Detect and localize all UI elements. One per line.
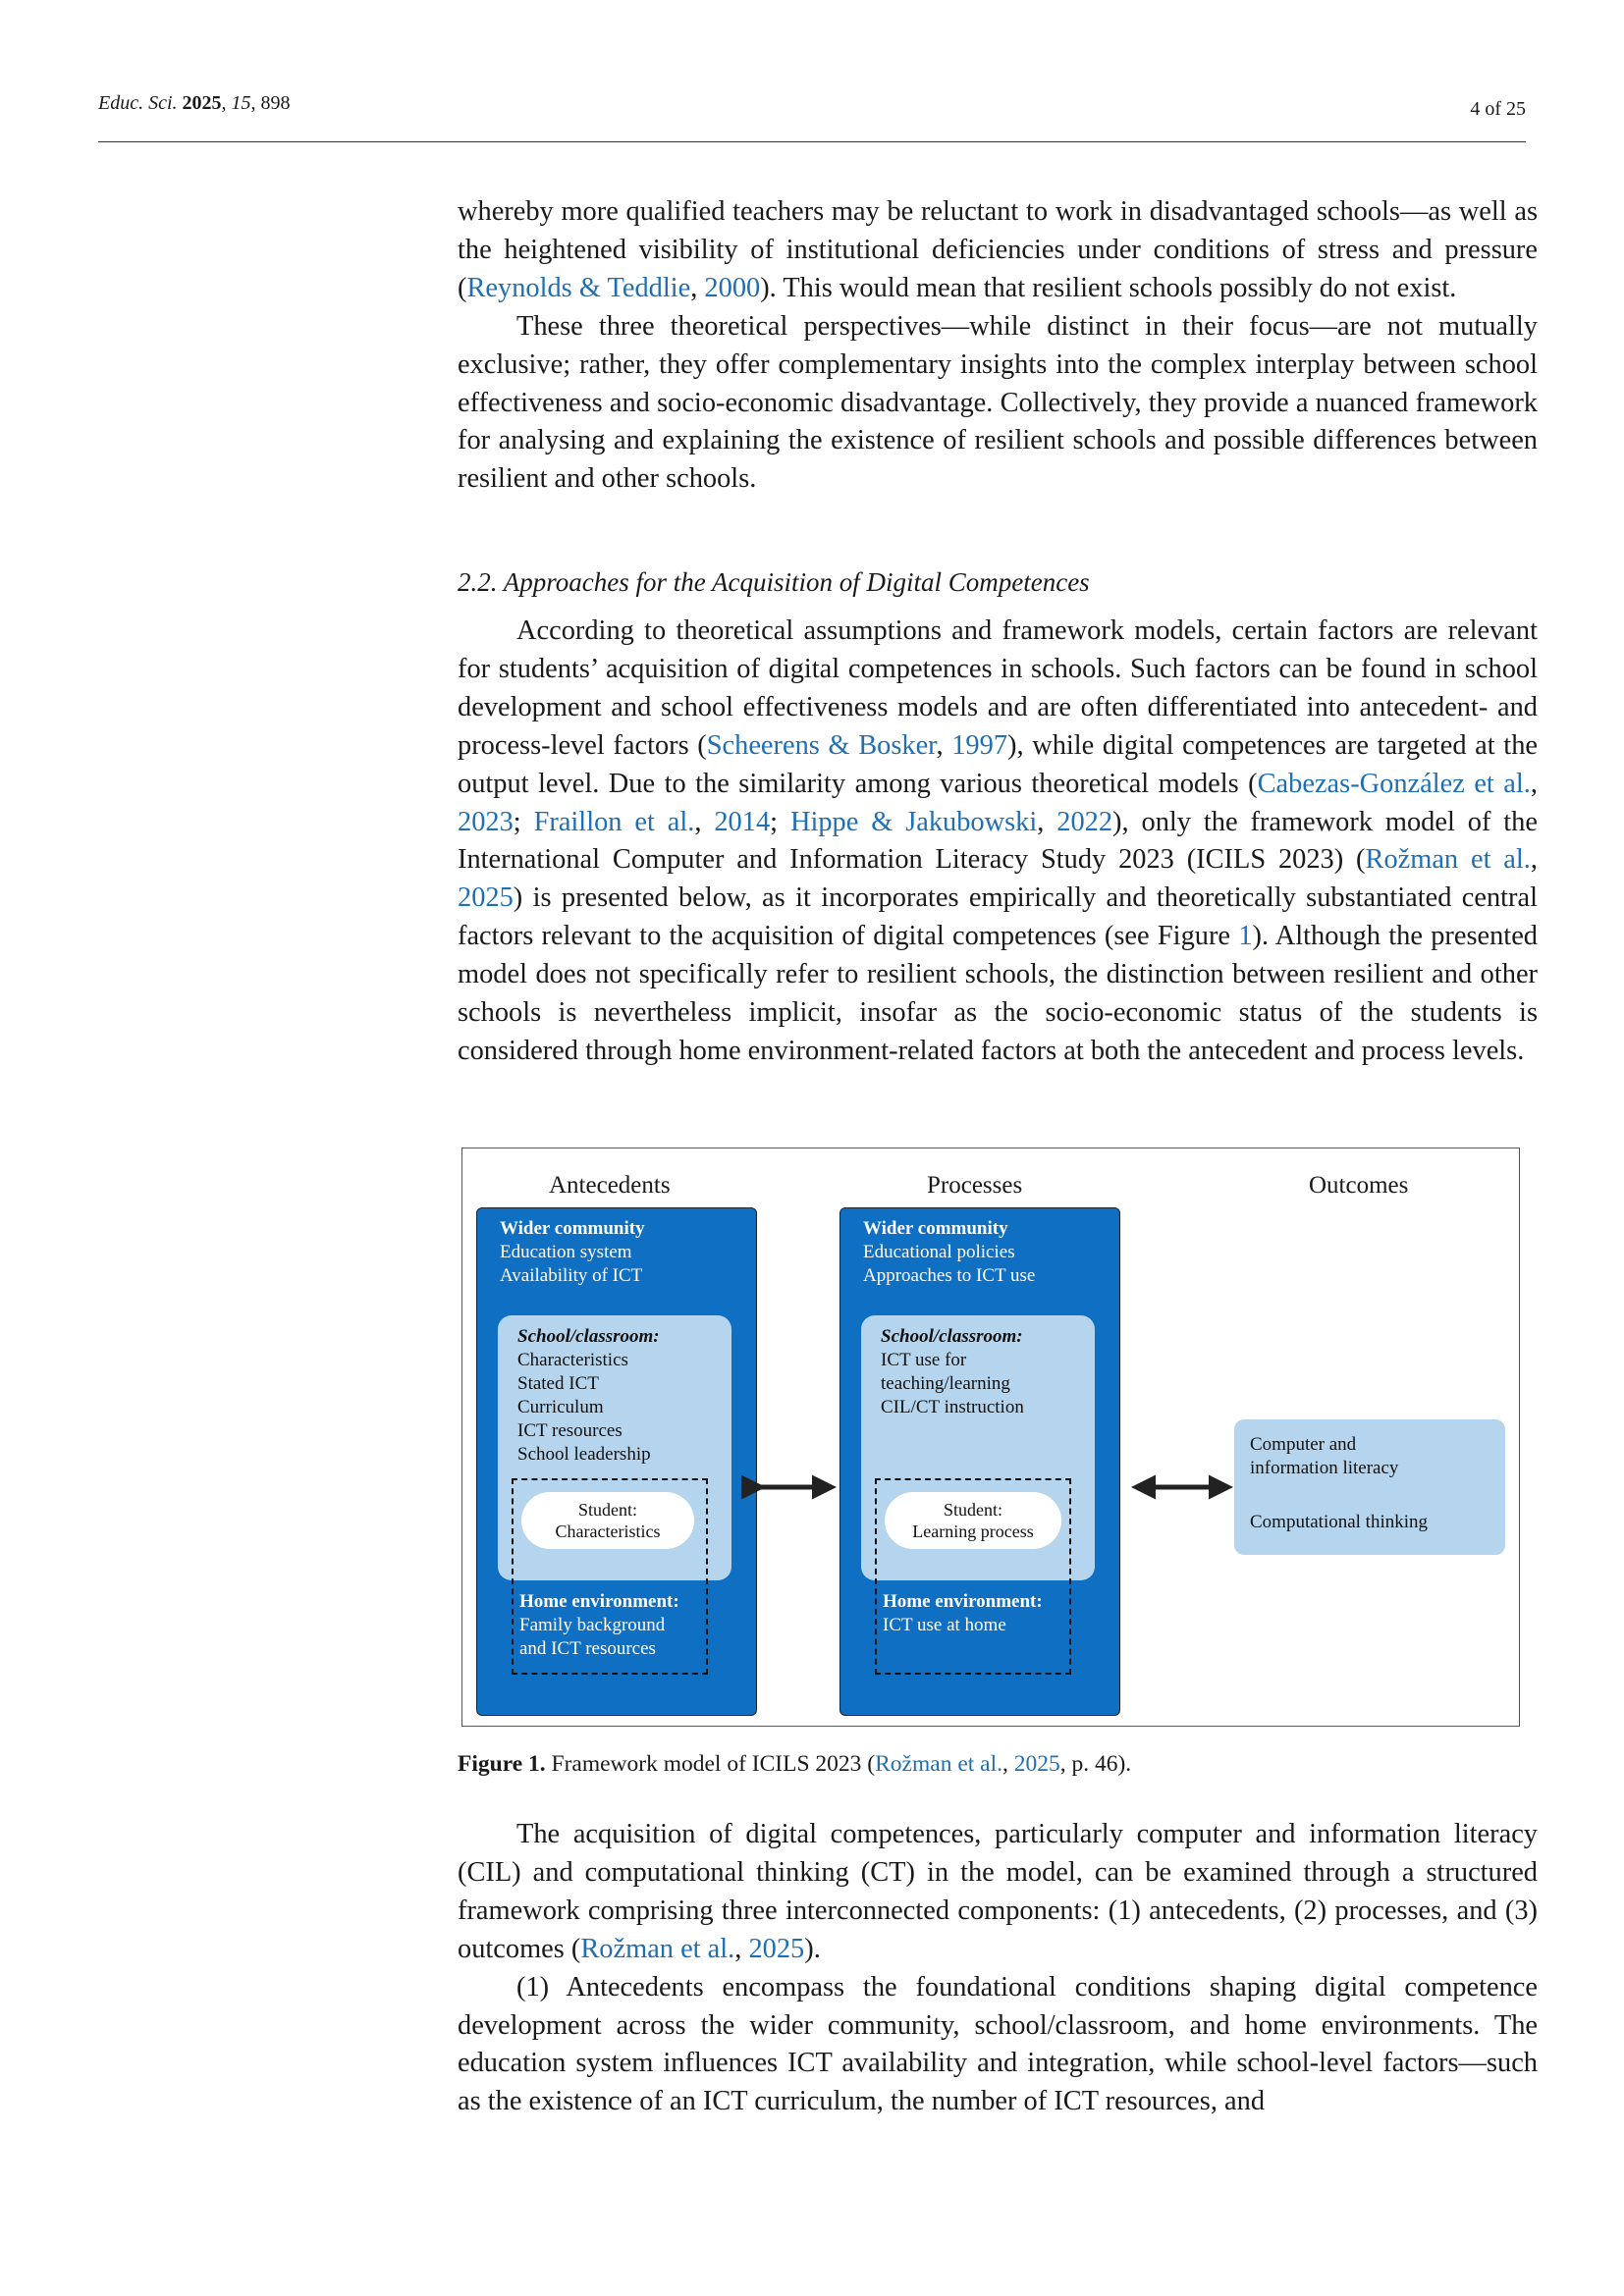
citation-year-link[interactable]: 2023	[458, 806, 514, 837]
journal-year: 2025	[182, 92, 222, 114]
journal-name: Educ. Sci.	[98, 92, 178, 114]
column-title-processes: Processes	[927, 1172, 1023, 1199]
citation-link[interactable]: Rožman et al.	[580, 1933, 735, 1964]
paragraph-1: whereby more qualified teachers may be reluctant to work in disadvantaged schools—as well as the heightened visibility of institutional deficiencies under conditions of stress and pressure (Reynolds & Teddlie, 2000). This would mean that resilient schools possibly do not exist.	[458, 196, 1538, 303]
citation-year-link[interactable]: 2025	[458, 882, 514, 914]
processes-wider-community: Wider community Educational policies Approaches to ICT use	[863, 1218, 1036, 1286]
column-title-antecedents: Antecedents	[549, 1172, 671, 1199]
citation-link[interactable]: Reynolds & Teddlie	[466, 272, 691, 303]
header-divider	[98, 141, 1526, 142]
figure-ref-link[interactable]: 1	[1238, 921, 1253, 952]
citation-link[interactable]: Fraillon et al.	[533, 806, 695, 837]
processes-school-classroom: School/classroom: ICT use for teaching/learning CIL/CT instruction	[881, 1326, 1024, 1417]
citation-year-link[interactable]: 2000	[704, 272, 761, 303]
processes-student-pill: Student: Learning process	[885, 1492, 1061, 1549]
outcomes-text: Computer and information literacy Computational thinking	[1250, 1434, 1429, 1532]
paragraph-3: According to theoretical assumptions and framework models, certain factors are relevant for students’ acquisition of digital competences in schools. Such factors can be found in school development and school effectiveness models and are often differentiated into antecedent- and process-level factors (Scheerens & Bosker, 1997), while digital competences are targeted at the output level. Due to the similarity among various theoretical models (Cabezas-González et al., 2023; Fraillon et al., 2014; Hippe & Jakubowski, 2022), only the framework model of the International Computer and Information Literacy Study 2023 (ICILS 2023) (Rožman et al., 2025) is presented below, as it incorporates empirically and theoretically substantiated central factors relevant to the acquisition of digital competences (see Figure 1). Although the presented model does not specifically refer to resilient schools, the distinction between resilient and other schools is nevertheless implicit, insofar as the socio-economic status of the students is considered through home environment-related factors at both the antecedent and process levels.	[458, 615, 1538, 1066]
paragraph-2: These three theoretical perspectives—while distinct in their focus—are not mutually exclusive; rather, they offer complementary insights into the complex interplay between school effectiveness and socio-economic disadvantage. Collectively, they provide a nuanced framework for analysing and explaining the existence of resilient schools and possible differences between resilient and other schools.	[458, 310, 1538, 495]
journal-header: Educ. Sci. 2025, 15, 898	[98, 92, 291, 114]
citation-link[interactable]: Rožman et al.	[875, 1751, 1002, 1777]
citation-year-link[interactable]: 2025	[1013, 1751, 1060, 1777]
citation-year-link[interactable]: 2014	[714, 806, 771, 837]
section-heading: 2.2. Approaches for the Acquisition of Digital Competences	[458, 567, 1090, 597]
citation-year-link[interactable]: 2022	[1056, 806, 1113, 837]
antecedents-home-environment: Home environment: Family background and ICT resources	[519, 1591, 679, 1659]
journal-volume: 15	[231, 92, 251, 114]
processes-home-environment: Home environment: ICT use at home	[883, 1591, 1043, 1635]
figure-1	[461, 1148, 1520, 1727]
article-number: 898	[260, 92, 291, 114]
body-middle	[458, 613, 1538, 1071]
paragraph-4: The acquisition of digital competences, particularly computer and information literacy (CIL) and computational thinking (CT) in the model, can be examined through a structured framework comprising three interconnected components: (1) antecedents, (2) processes, and (3) outcomes (Rožman et al., 2025).	[458, 1819, 1538, 1964]
page-number: 4 of 25	[1470, 98, 1526, 120]
citation-year-link[interactable]: 1997	[951, 729, 1008, 761]
paragraph-5: (1) Antecedents encompass the foundational conditions shaping digital competence development across the wider community, school/classroom, and home environments. The education system influences ICT availability and integration, while school-level factors—such as the existence of an ICT curriculum, the number of ICT resources, and	[458, 1971, 1538, 2117]
figure-arrows	[462, 1148, 1521, 1728]
column-title-outcomes: Outcomes	[1309, 1172, 1409, 1199]
citation-link[interactable]: Rožman et al.	[1365, 844, 1531, 876]
citation-link[interactable]: Scheerens & Bosker	[706, 729, 937, 761]
citation-year-link[interactable]: 2025	[748, 1933, 805, 1964]
antecedents-student-pill: Student: Characteristics	[521, 1492, 694, 1549]
body-top	[458, 193, 1538, 499]
antecedents-wider-community: Wider community Education system Availability of ICT	[500, 1218, 645, 1286]
figure-caption: Figure 1. Framework model of ICILS 2023 (Rožman et al., 2025, p. 46).	[458, 1751, 1132, 1777]
antecedents-school-classroom: School/classroom: Characteristics Stated ICT Curriculum ICT resources School leadership	[517, 1326, 660, 1465]
citation-link[interactable]: Cabezas-González et al.	[1257, 768, 1531, 799]
citation-link[interactable]: Hippe & Jakubowski	[789, 806, 1038, 837]
body-bottom	[458, 1816, 1538, 2121]
